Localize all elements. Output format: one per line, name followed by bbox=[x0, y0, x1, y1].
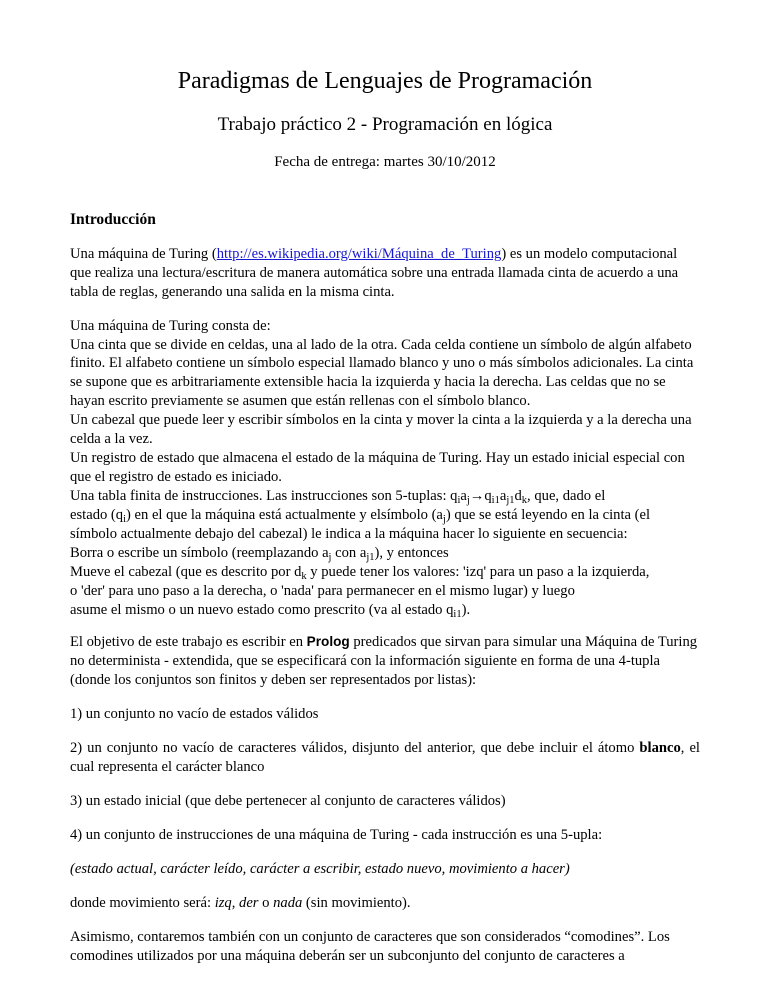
intro-text-before-link: Una máquina de Turing ( bbox=[70, 245, 217, 262]
list-item-2: 2) un conjunto no vacío de caracteres válidos, disjunto del anterior, que debe incluir el átomo blanco, el cual representa el carácter blanco bbox=[70, 739, 700, 775]
subscript-j: j bbox=[442, 514, 446, 526]
page-title: Paradigmas de Lenguajes de Programación bbox=[177, 68, 593, 94]
formula-five-tuple: $q_ia_j\to q_{i1}a_{j1}d_k$ bbox=[450, 488, 528, 507]
paragraph-instruction-table bbox=[70, 487, 700, 506]
paragraph-state-register: Un registro de estado que almacena el estado de la máquina de Turing. Hay un estado inicial especial con que el registro de estado es iniciado. bbox=[70, 450, 685, 486]
instruction-table-intro: Una tabla finita de instrucciones. Las instrucciones son 5-tuplas: bbox=[70, 488, 451, 505]
movement-values-line: donde movimiento será: izq, der o nada (sin movimiento). bbox=[70, 894, 411, 911]
paragraph-wildcards: Asimismo, contaremos también con un conjunto de caracteres que son considerados “comodines”. Los comodines utilizados por una máquina deberán ser un subconjunto del conjunto de caracteres a bbox=[70, 928, 670, 964]
instruction-table-tail: , que, dado el bbox=[527, 488, 606, 505]
subscript-i1: i1 bbox=[453, 609, 462, 621]
paragraph-move-options: o 'der' para uno paso a la derecha, o 'nada' para permanecer en el mismo lugar) y luego bbox=[70, 583, 575, 600]
section-heading-introduccion: Introducción bbox=[70, 210, 156, 228]
tuple-format-line: (estado actual, carácter leído, carácter a escribir, estado nuevo, movimiento a hacer) bbox=[70, 860, 570, 877]
list-item-4: 4) un conjunto de instrucciones de una máquina de Turing - cada instrucción es una 5-upla: bbox=[70, 826, 603, 843]
movement-izq: izq bbox=[214, 894, 232, 911]
subscript-i: i bbox=[123, 514, 127, 526]
movement-der: der bbox=[239, 894, 259, 911]
paragraph-below-head: símbolo actualmente debajo del cabezal) le indica a la máquina hacer lo siguiente en secuencia: bbox=[70, 526, 628, 543]
paragraph-head: Un cabezal que puede leer y escribir símbolos en la cinta y mover la cinta a la izquierda y a la derecha una celda a la vez. bbox=[70, 412, 692, 448]
movement-nada: nada bbox=[273, 894, 303, 911]
subscript-j1: j1 bbox=[366, 552, 375, 564]
intro-text-after-link: ) es un modelo computacional que realiza una lectura/escritura de manera automática sobre una entrada llamada cinta de acuerdo a una tabla de reglas, generando una salida en la misma cinta. bbox=[70, 245, 679, 300]
subscript-k: k bbox=[301, 571, 307, 583]
paragraph-state-symbol: estado $(q_i)$ en el que la máquina está actualmente y elsímbolo $(a_j)$ que se está leyendo en la cinta (el bbox=[70, 507, 651, 526]
subscript-j-2: j bbox=[328, 552, 332, 564]
wikipedia-turing-link[interactable]: http://es.wikipedia.org/wiki/Máquina_de_Turing bbox=[216, 245, 502, 262]
prolog-label: Prolog bbox=[306, 634, 350, 650]
list-item-1: 1) un conjunto no vacío de estados válidos bbox=[70, 705, 319, 722]
page-subtitle: Trabajo práctico 2 - Programación en lógica bbox=[217, 114, 553, 135]
blanco-atom-label: blanco bbox=[639, 739, 681, 756]
paragraph-intro bbox=[70, 230, 700, 302]
paragraph-tape: Una cinta que se divide en celdas, una al lado de la otra. Cada celda contiene un símbolo de algún alfabeto finito. El alfabeto contiene un símbolo especial llamado blanco y uno o más símbolos adicionales. La cinta se supone que es arbitrariamente extensible hacia la izquierda y hacia la derecha. Las celdas que no se hayan escrito previamente se asumen que están rellenas con el símbolo blanco. bbox=[70, 336, 694, 410]
list-item-3: 3) un estado inicial (que debe pertenecer al conjunto de caracteres válidos) bbox=[70, 792, 506, 809]
due-date-line: Fecha de entrega: martes 30/10/2012 bbox=[274, 153, 496, 170]
paragraph-objective: El objetivo de este trabajo es escribir en Prolog predicados que sirvan para simular una Máquina de Turing no determinista - extendida, que se especificará con la información siguiente en forma de una 4-tupla (donde los conjuntos son finitos y deben ser representados por listas): bbox=[70, 634, 698, 688]
paragraph-move-head: Mueve el cabezal (que es descrito por $d_k$ y puede tener los valores: 'izq' para un paso a la izquierda, bbox=[70, 564, 650, 583]
paragraph-components-lead: Una máquina de Turing consta de: bbox=[70, 317, 271, 334]
paragraph-erase-write: Borra o escribe un símbolo (reemplazando $a_j$ con $a_{j1}$), y entonces bbox=[70, 545, 449, 564]
paragraph-assume-state: asume el mismo o un nuevo estado como prescrito (va al estado $q_{i1}$). bbox=[70, 602, 471, 621]
